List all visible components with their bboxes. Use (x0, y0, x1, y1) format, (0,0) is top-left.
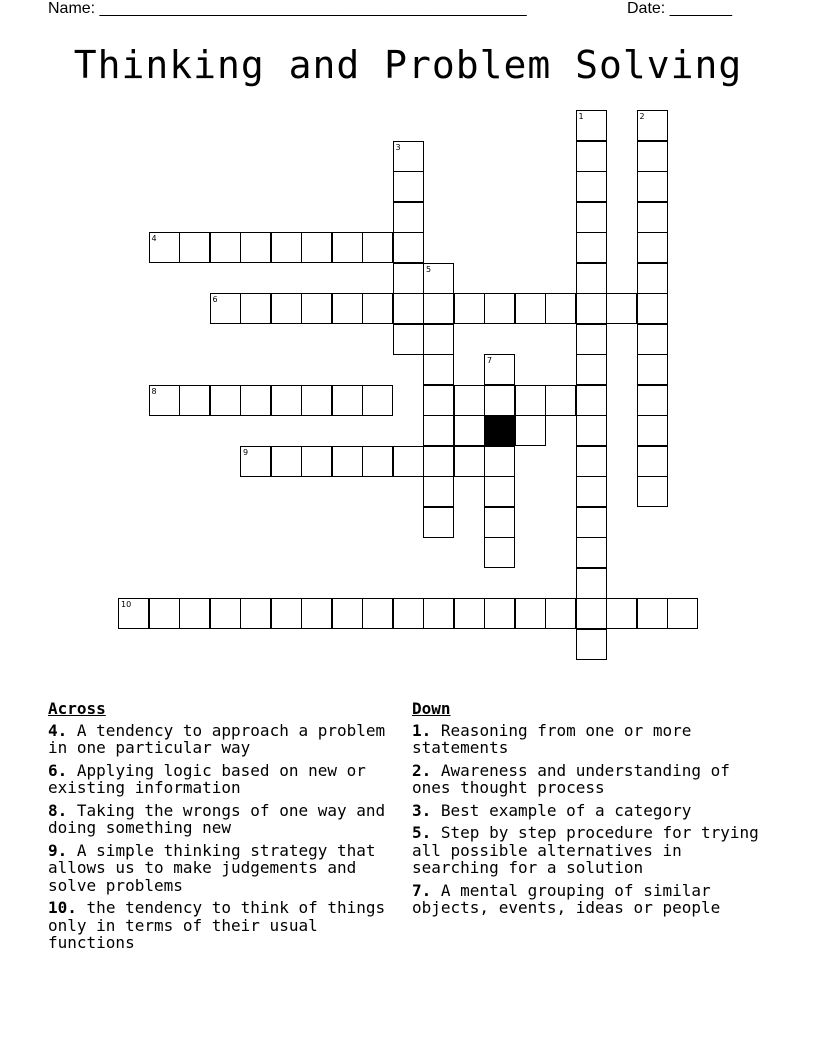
grid-cell[interactable] (179, 598, 210, 629)
grid-cell[interactable] (301, 232, 332, 263)
grid-cell[interactable] (576, 293, 607, 324)
clue-number: 8. (48, 800, 68, 820)
down-clues (412, 700, 772, 922)
grid-cell[interactable] (637, 385, 668, 416)
grid-cell[interactable] (484, 293, 515, 324)
across-clue-10 (48, 899, 408, 952)
grid-cell[interactable] (576, 171, 607, 202)
clue-number-label: 5 (426, 264, 432, 274)
down-clue-2 (412, 762, 772, 797)
grid-cell[interactable] (637, 415, 668, 446)
grid-cell[interactable] (576, 263, 607, 294)
grid-cell[interactable] (454, 446, 485, 477)
grid-cell[interactable] (423, 507, 454, 538)
grid-cell[interactable] (484, 385, 515, 416)
grid-cell[interactable] (301, 293, 332, 324)
grid-cell[interactable] (332, 446, 363, 477)
grid-cell[interactable] (576, 476, 607, 507)
grid-cell[interactable] (606, 598, 637, 629)
grid-cell[interactable] (515, 598, 546, 629)
clue-number: 1. (412, 720, 432, 740)
clue-number: 5. (412, 823, 432, 842)
grid-cell[interactable] (271, 598, 302, 629)
grid-cell[interactable] (240, 293, 271, 324)
grid-cell[interactable] (606, 293, 637, 324)
grid-cell[interactable] (423, 415, 454, 446)
grid-cell[interactable] (576, 507, 607, 538)
grid-cell[interactable] (423, 293, 454, 324)
grid-cell[interactable] (576, 141, 607, 172)
page-title: Thinking and Problem Solving (73, 43, 743, 87)
clue-text: Taking the wrongs of one way and doing something new (48, 800, 386, 837)
clue-text: A mental grouping of similar objects, events, ideas or people (412, 880, 721, 917)
grid-cell[interactable] (576, 629, 607, 660)
grid-cell[interactable] (637, 354, 668, 385)
grid-cell[interactable] (393, 598, 424, 629)
grid-cell[interactable] (210, 385, 241, 416)
clue-text: Applying logic based on new or existing information (48, 760, 366, 797)
grid-cell[interactable] (454, 415, 485, 446)
grid-cell[interactable] (362, 232, 393, 263)
date-field-label: Date: _______ (627, 0, 732, 17)
down-clue-3 (412, 802, 772, 820)
grid-cell[interactable] (301, 598, 332, 629)
clue-text: the tendency to think of things only in terms of their usual functions (48, 898, 386, 952)
clue-number: 6. (48, 760, 68, 780)
grid-cell[interactable] (515, 385, 546, 416)
grid-cell[interactable] (576, 568, 607, 599)
clue-text: Awareness and understanding of ones thought process (412, 760, 730, 797)
grid-cell[interactable] (484, 537, 515, 568)
grid-cell[interactable] (637, 171, 668, 202)
grid-cell[interactable] (667, 598, 698, 629)
grid-cell[interactable] (454, 598, 485, 629)
grid-cell[interactable] (545, 293, 576, 324)
grid-cell[interactable] (484, 598, 515, 629)
clue-number-label: 6 (212, 295, 218, 304)
grid-cell[interactable] (637, 476, 668, 507)
grid-cell[interactable] (362, 446, 393, 477)
grid-cell[interactable] (179, 232, 210, 263)
grid-cell[interactable] (637, 324, 668, 355)
grid-cell[interactable] (240, 598, 271, 629)
grid-cell[interactable] (393, 171, 424, 202)
grid-cell[interactable] (423, 476, 454, 507)
clue-number-label: 1 (578, 112, 584, 121)
grid-cell[interactable] (423, 446, 454, 477)
grid-cell[interactable] (576, 385, 607, 416)
across-heading: Across (48, 699, 106, 718)
grid-cell[interactable] (423, 385, 454, 416)
grid-cell[interactable] (240, 385, 271, 416)
down-clue-7 (412, 882, 772, 917)
grid-cell[interactable] (332, 232, 363, 263)
grid-cell[interactable] (576, 110, 607, 141)
grid-cell[interactable] (149, 385, 180, 416)
grid-cell[interactable] (271, 232, 302, 263)
grid-cell[interactable] (271, 293, 302, 324)
grid-cell[interactable] (637, 202, 668, 233)
clue-text: Reasoning from one or more statements (412, 720, 692, 757)
grid-cell[interactable] (393, 293, 424, 324)
grid-cell[interactable] (637, 110, 668, 141)
clue-number: 10. (48, 898, 77, 917)
grid-cell[interactable] (210, 293, 241, 324)
grid-cell[interactable] (423, 263, 454, 294)
clue-text: Best example of a category (440, 800, 692, 820)
grid-cell[interactable] (637, 232, 668, 263)
grid-cell[interactable] (637, 141, 668, 172)
grid-cell[interactable] (393, 141, 424, 172)
grid-cell[interactable] (423, 598, 454, 629)
grid-cell[interactable] (393, 232, 424, 263)
grid-cell[interactable] (454, 385, 485, 416)
clue-number: 2. (412, 760, 432, 780)
grid-cell[interactable] (545, 598, 576, 629)
grid-cell[interactable] (210, 232, 241, 263)
grid-cell[interactable] (210, 598, 241, 629)
across-clue-9 (48, 842, 408, 895)
grid-cell[interactable] (240, 446, 271, 477)
grid-cell[interactable] (576, 354, 607, 385)
grid-cell[interactable] (332, 293, 363, 324)
grid-cell[interactable] (423, 324, 454, 355)
down-heading: Down (412, 699, 451, 718)
clue-number: 9. (48, 840, 68, 860)
grid-cell[interactable] (576, 324, 607, 355)
down-clue-1 (412, 722, 772, 757)
grid-cell[interactable] (271, 446, 302, 477)
grid-cell[interactable] (393, 446, 424, 477)
clue-number: 7. (412, 880, 432, 900)
grid-cell[interactable] (240, 232, 271, 263)
name-field-label: Name: ________________________________________________ (48, 0, 527, 17)
down-clue-5 (412, 824, 772, 877)
clue-number: 3. (412, 800, 432, 820)
grid-cell[interactable] (576, 415, 607, 446)
clue-text: A tendency to approach a problem in one particular way (48, 720, 386, 757)
grid-cell[interactable] (362, 293, 393, 324)
grid-cell[interactable] (576, 537, 607, 568)
grid-cell[interactable] (118, 598, 149, 629)
grid-cell[interactable] (484, 476, 515, 507)
grid-cell[interactable] (637, 293, 668, 324)
clue-number-label: 7 (487, 356, 493, 365)
grid-cell[interactable] (637, 446, 668, 477)
grid-cell[interactable] (301, 446, 332, 477)
grid-cell[interactable] (393, 263, 424, 294)
clue-number-label: 2 (639, 112, 645, 121)
grid-cell[interactable] (576, 598, 607, 629)
grid-cell[interactable] (484, 507, 515, 538)
grid-cell[interactable] (332, 598, 363, 629)
grid-cell[interactable] (637, 263, 668, 294)
across-clue-6 (48, 762, 408, 797)
grid-cell[interactable] (271, 385, 302, 416)
grid-cell[interactable] (149, 232, 180, 263)
grid-cell[interactable] (484, 354, 515, 385)
clue-number: 4. (48, 720, 68, 740)
grid-cell[interactable] (576, 202, 607, 233)
across-clues (48, 700, 408, 957)
grid-cell[interactable] (393, 324, 424, 355)
grid-cell[interactable] (576, 446, 607, 477)
black-square (484, 415, 515, 446)
grid-cell[interactable] (393, 202, 424, 233)
clue-number-label: 10 (121, 600, 132, 609)
across-clue-8 (48, 802, 408, 837)
grid-cell[interactable] (637, 598, 668, 629)
clue-number-label: 3 (395, 142, 401, 152)
grid-cell[interactable] (454, 293, 485, 324)
grid-cell[interactable] (545, 385, 576, 416)
grid-cell[interactable] (515, 415, 546, 446)
grid-cell[interactable] (149, 598, 180, 629)
grid-cell[interactable] (362, 385, 393, 416)
grid-cell[interactable] (484, 446, 515, 477)
grid-cell[interactable] (301, 385, 332, 416)
grid-cell[interactable] (332, 385, 363, 416)
clue-number-label: 4 (151, 234, 157, 243)
across-clue-4 (48, 722, 408, 757)
clue-number-label: 9 (243, 447, 249, 457)
clue-number-label: 8 (151, 386, 157, 396)
grid-cell[interactable] (515, 293, 546, 324)
grid-cell[interactable] (362, 598, 393, 629)
clue-text: Step by step procedure for trying all possible alternatives in searching for a solution (412, 823, 759, 877)
clue-text: A simple thinking strategy that allows us to make judgements and solve problems (48, 840, 376, 895)
grid-cell[interactable] (576, 232, 607, 263)
grid-cell[interactable] (423, 354, 454, 385)
grid-cell[interactable] (179, 385, 210, 416)
